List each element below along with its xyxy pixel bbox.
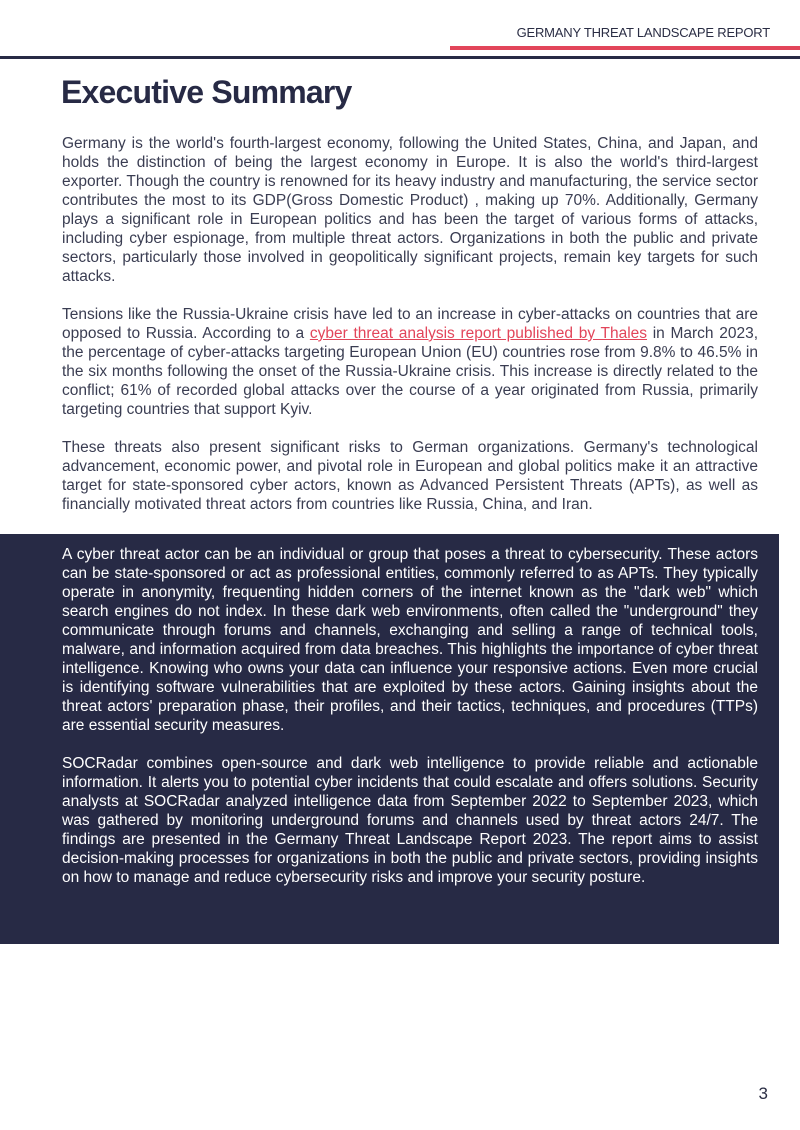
header-accent-bar: [450, 46, 800, 50]
intro-paragraph-2: [62, 305, 758, 419]
highlight-section: [62, 545, 758, 906]
intro-paragraph-1: Germany is the world's fourth-largest economy, following the United States, China, and Japan, and holds the distinction of being the largest economy in Europe. It is also the world's third-largest exporter. Though the country is renowned for its heavy industry and manufacturing, the service sector contributes the most to its GDP(Gross Domestic Product) , making up 70%. Additionally, Germany plays a significant role in European politics and has been the target of various forms of attacks, including cyber espionage, from multiple threat actors. Organizations in both the public and private sectors, particularly those involved in geopolitically significant projects, remain key targets for such attacks.: [62, 135, 758, 285]
intro-paragraph-2-rest: in March 2023, the percentage of cyber-attacks targeting European Union (EU) countries rose from 9.8% to 46.5% in the six months following the onset of the Russia-Ukraine crisis. This increase is directly related to the conflict; 61% of recorded global attacks over the course of a year originated from Russia, primarily targeting countries that support Kyiv.: [62, 325, 759, 418]
highlight-paragraph-1: A cyber threat actor can be an individual or group that poses a threat to cybersecurity. These actors can be state-sponsored or act as professional entities, commonly referred to as APTs. They typically operate in anonymity, frequenting hidden corners of the internet known as the "dark web" which search engines do not index. In these dark web environments, often called the "underground" they communicate through forums and channels, exchanging and selling a range of technical tools, malware, and information acquired from data breaches. This highlights the importance of cyber threat intelligence. Knowing who owns your data can influence your responsive actions. Even more crucial is identifying software vulnerabilities that are exploited by these actors. Gaining insights about the threat actors' preparation phase, their profiles, and their tactics, techniques, and procedures (TTPs) are essential security measures.: [62, 546, 758, 734]
page-title: Executive Summary: [61, 74, 352, 110]
header-divider: [0, 56, 800, 59]
report-header-title: GERMANY THREAT LANDSCAPE REPORT: [516, 25, 770, 40]
thales-report-link[interactable]: cyber threat analysis report published by Thales: [309, 325, 648, 342]
intro-section: [62, 134, 758, 533]
page-number: 3: [758, 1084, 768, 1103]
highlight-paragraph-2: SOCRadar combines open-source and dark web intelligence to provide reliable and actionable information. It alerts you to potential cyber incidents that could escalate and offers solutions. Security analysts at SOCRadar analyzed intelligence data from September 2022 to September 2023, which was gathered by monitoring underground forums and channels used by threat actors 24/7. The findings are presented in the Germany Threat Landscape Report 2023. The report aims to assist decision-making processes for organizations in both the public and private sectors, providing insights on how to manage and reduce cybersecurity risks and improve your security posture.: [62, 755, 758, 886]
intro-paragraph-3: These threats also present significant risks to German organizations. Germany's technological advancement, economic power, and pivotal role in European and global politics make it an attractive target for state-sponsored cyber actors, known as Advanced Persistent Threats (APTs), as well as financially motivated threat actors from countries like Russia, China, and Iran.: [62, 439, 758, 513]
intro-paragraph-2-lead: Tensions like the Russia-Ukraine crisis have led to an increase in cyber-attacks on countries that are opposed to Russia. According to a: [62, 306, 758, 342]
